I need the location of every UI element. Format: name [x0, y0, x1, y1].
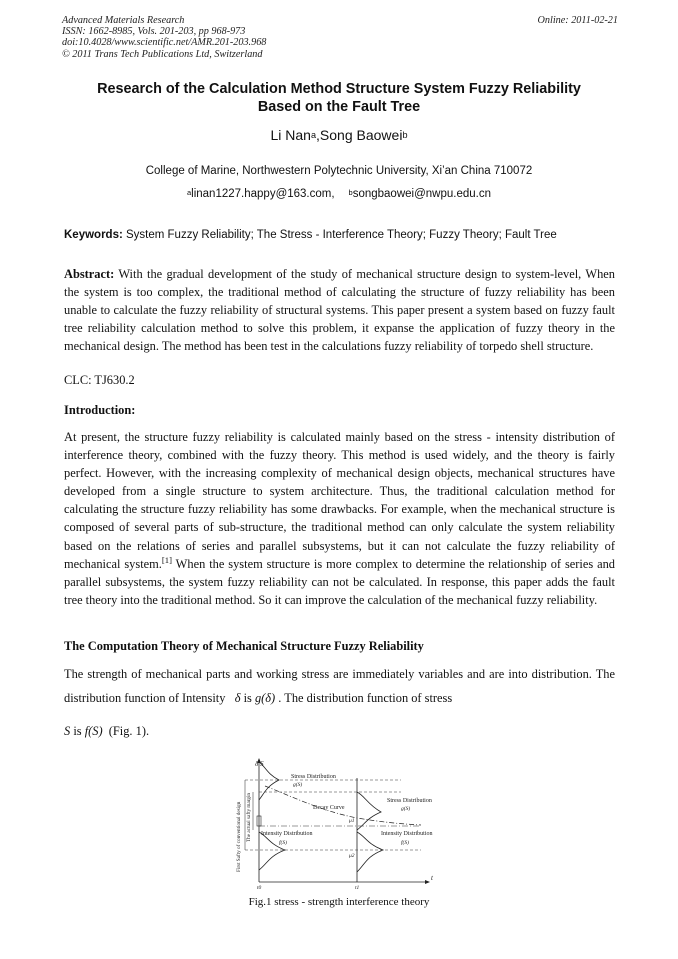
author-emails — [0, 188, 678, 200]
title-line-2: Based on the Fault Tree — [257, 99, 421, 115]
intensity-fn-left: f(S) — [279, 840, 287, 846]
clc-number: CLC: TJ630.2 — [64, 373, 135, 387]
author-2: Song Baowei — [319, 127, 403, 143]
email-b[interactable]: songbaowei@nwpu.edu.cn — [352, 188, 491, 200]
journal-header — [62, 15, 618, 60]
intensity-curve-left — [259, 832, 285, 870]
intro-text-2: When the system structure is more complex to determine the relationship of series and parallel subsystems, the system fuzzy reliability can not be calculated. In response, this paper adds the fault tree theory into the traditional method. So it can improve the calculation of the mechanical fuzzy reliability. — [64, 556, 615, 607]
intensity-fn-right: f(S) — [401, 840, 409, 846]
mu1-label: μ1 — [349, 818, 355, 824]
outer-margin-label: First Safty of conventional design — [236, 801, 242, 872]
copyright-line: © 2011 Trans Tech Publications Ltd, Switzerland — [62, 48, 263, 60]
stress-dist-right-label: Stress Distribution — [387, 798, 432, 804]
email-b-mark: b — [348, 188, 353, 198]
comp-is: is — [243, 691, 252, 705]
comp-is-2: is — [73, 724, 82, 738]
math-f-S: f(S) — [84, 724, 103, 738]
figure-1 — [231, 756, 441, 892]
intensity-dist-right-label: Intensity Distribution — [381, 831, 433, 837]
x-axis-arrow — [425, 880, 430, 884]
email-a-mark: a — [187, 188, 192, 198]
tick-t0: t0 — [257, 885, 262, 891]
citation-ref[interactable]: [1] — [161, 554, 172, 565]
author-list — [0, 127, 678, 143]
intensity-curve-right — [357, 832, 383, 872]
x-axis-label: t — [431, 874, 433, 882]
math-g-delta: g(δ) — [254, 691, 276, 705]
introduction-heading: Introduction: — [64, 403, 136, 417]
interference-diagram — [231, 756, 441, 892]
mu2-label: μ2 — [349, 853, 355, 859]
figure-caption: Fig.1 stress - strength interference theory — [248, 896, 430, 908]
author-1: Li Nan — [270, 127, 311, 143]
comp-text-2: . The distribution function of stress — [278, 691, 453, 705]
affiliation: College of Marine, Northwestern Polytechnic University, Xi’an China 710072 — [145, 165, 533, 177]
keywords-label: Keywords: — [64, 229, 123, 241]
stress-fn-left: g(S) — [293, 782, 303, 788]
stress-dist-left-label: Stress Distribution — [291, 774, 336, 780]
author-1-affil-mark: a — [310, 129, 317, 140]
abstract-text: With the gradual development of the study of mechanical structure design to system-level, When the system is too complex, the traditional method of calculating the structure of fuzzy reliability has been unable to calculate the fuzzy reliability of structural systems. This paper present a system based on fuzzy fault tree reliability calculation method to solve this problem, it expanse the application of fuzzy theory in the mechanical design. The method has been test in the calculations fuzzy reliability of torpedo shell structure. — [64, 267, 615, 354]
abstract-label: Abstract: — [64, 267, 115, 281]
issn-line: ISSN: 1662-8985, Vols. 201-203, pp 968-973 — [62, 26, 246, 38]
comp-text-1: The strength of mechanical parts and working stress are immediately variables and are into distribution. The distribution function of Intensity — [64, 667, 615, 705]
decay-curve-label: Decay Curve — [313, 805, 345, 811]
keywords — [64, 229, 620, 241]
computation-heading: The Computation Theory of Mechanical Structure Fuzzy Reliability — [64, 639, 424, 653]
intro-text-1: At present, the structure fuzzy reliability is calculated mainly based on the stress - intensity distribution of interference theory, combined with the fuzzy theory. This method is used widely, and the theory is fairly perfect. However, with the increasing complexity of mechanical design objects, mechanical structures have developed from a single structure to system architecture. Thus, the traditional calculation method for calculating the structure fuzzy reliability has some drawbacks. For example, when the mechanical structure is composed of several parts of sub-structure, the traditional method can only calculate the system reliability based on the relations of series and parallel subsystems, but it can not calculate the fuzzy reliability of mechanical system. — [64, 430, 615, 571]
introduction-body — [64, 428, 615, 609]
fig-ref[interactable]: (Fig. 1). — [108, 724, 150, 738]
paper-title — [40, 80, 638, 116]
tick-t1: t1 — [355, 885, 360, 891]
stress-curve-right — [357, 792, 381, 830]
author-separator: , — [316, 127, 320, 143]
author-2-affil-mark: b — [402, 129, 408, 140]
math-S: S — [64, 724, 71, 738]
math-delta: δ — [234, 691, 241, 705]
computation-body — [64, 662, 615, 710]
stress-fn-right: g(S) — [401, 806, 411, 812]
keywords-text: System Fuzzy Reliability; The Stress - Interference Theory; Fuzzy Theory; Fault Tree — [122, 229, 557, 241]
online-date: Online: 2011-02-21 — [537, 15, 618, 26]
doi-line: doi:10.4028/www.scientific.net/AMR.201-203.968 — [62, 37, 267, 49]
journal-name: Advanced Materials Research — [62, 15, 185, 26]
y-axis-label: δ S — [255, 760, 264, 768]
inner-margin-label: The actual safty margin — [246, 792, 252, 842]
title-line-1: Research of the Calculation Method Structure System Fuzzy Reliability — [97, 81, 581, 97]
intensity-dist-left-label: Intensity Distribution — [261, 831, 313, 837]
abstract — [64, 265, 615, 355]
email-a[interactable]: linan1227.happy@163.com, — [191, 188, 335, 200]
computation-body-2 — [64, 722, 615, 740]
